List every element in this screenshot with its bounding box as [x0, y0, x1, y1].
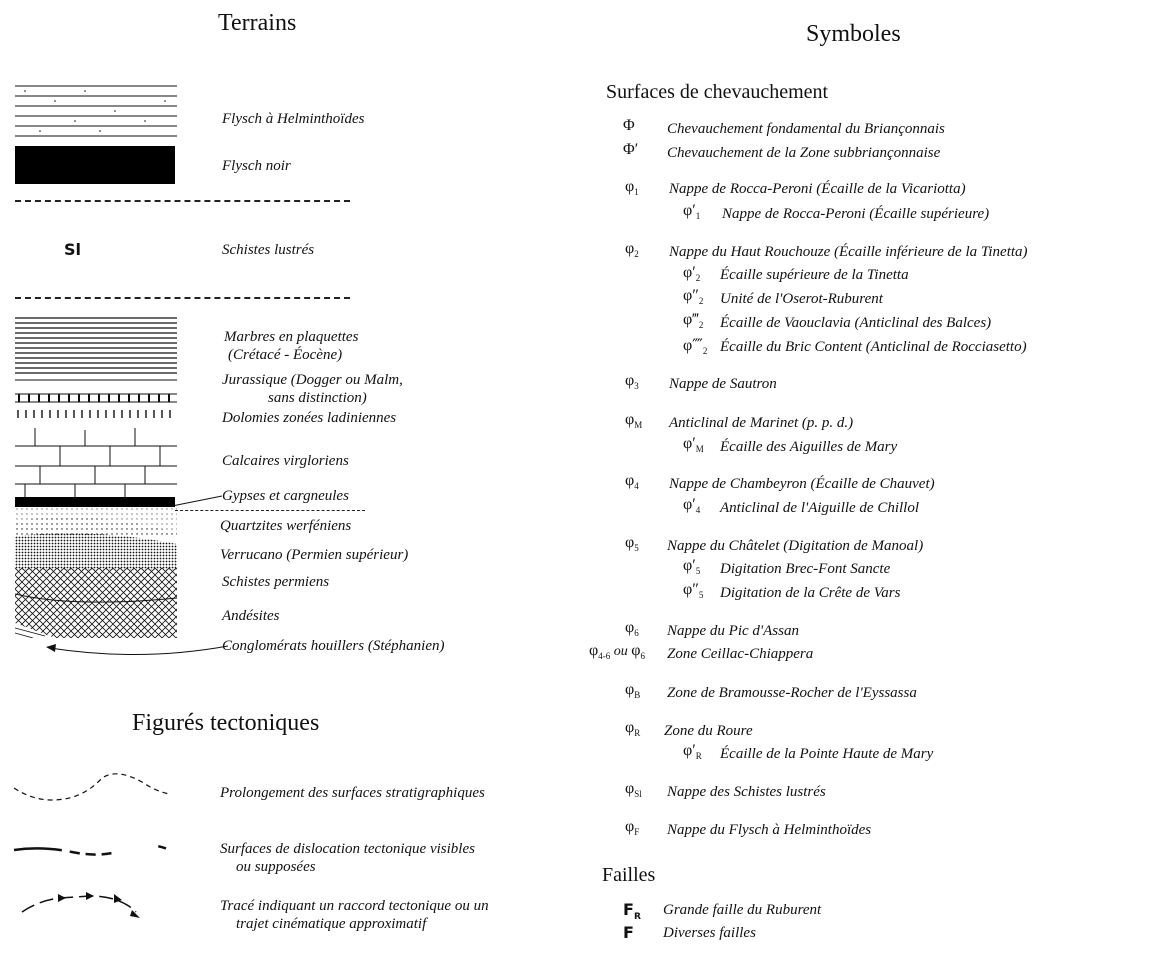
- terrain-label: Flysch à Helminthoïdes: [222, 111, 365, 127]
- symbol-phi: $\varphi_2$: [625, 240, 639, 260]
- symbol-label: Digitation Brec-Font Sancte: [720, 561, 891, 577]
- symbol-phi: $\varphi‴_2$: [683, 311, 704, 331]
- separator-dashed: [15, 200, 350, 202]
- symbol-phi: $\varphi''_2$: [683, 287, 704, 307]
- terrain-label: Schistes permiens: [222, 574, 330, 590]
- symbol-phi: $\varphi'_R$: [683, 742, 702, 762]
- symbol-label: Unité de l'Oserot-Ruburent: [720, 291, 883, 307]
- figure-label: Tracé indiquant un raccord tectonique ou un: [220, 898, 489, 914]
- swatch-flysch-noir: [15, 146, 175, 184]
- separator-dashed: [15, 297, 350, 299]
- symbol-phi: $\varphi⁗_2$: [683, 337, 708, 357]
- figure-label: Surfaces de dislocation tectonique visibles: [220, 841, 475, 857]
- terrain-label: Dolomies zonées ladiniennes: [222, 410, 397, 426]
- dislocation-line-icon: [12, 836, 172, 866]
- swatch-calcaires: [15, 428, 177, 498]
- symbol-phi: $\varphi_4$: [625, 472, 639, 492]
- terrain-label: Schistes lustrés: [222, 242, 315, 258]
- symbol-label: Anticlinal de l'Aiguille de Chillol: [720, 500, 920, 516]
- terrains-title: Terrains: [218, 10, 297, 36]
- symbol-label: Écaille de Vaouclavia (Anticlinal des Balces): [720, 315, 992, 331]
- terrain-label: Marbres en plaquettes: [224, 329, 359, 345]
- symbol-label: Nappe du Haut Rouchouze (Écaille inférieure de la Tinetta): [669, 244, 1028, 260]
- swatch-jurassique: [15, 376, 177, 406]
- symbol-phi: $\varphi_5$: [625, 534, 639, 554]
- terrain-label: Conglomérats houillers (Stéphanien): [222, 638, 445, 654]
- swatch-dolomies: [15, 406, 177, 430]
- symbol-label: Diverses failles: [663, 925, 756, 941]
- symbol-phi: $\varphi_3$: [625, 372, 639, 392]
- symbol-label: Écaille de la Pointe Haute de Mary: [720, 746, 934, 762]
- symbol-sl: Sl: [64, 240, 82, 259]
- symbol-label: Nappe du Pic d'Assan: [667, 623, 799, 639]
- terrain-label: Andésites: [222, 608, 280, 624]
- arrow-conglomerats: [40, 636, 230, 666]
- symbol-label: Nappe des Schistes lustrés: [667, 784, 826, 800]
- symbol-phi: $\varphi'_M$: [683, 435, 704, 455]
- symbol-label: Nappe de Chambeyron (Écaille de Chauvet): [669, 476, 935, 492]
- symbol-label: Zone du Roure: [664, 723, 753, 739]
- symbol-phi: $\varphi_R$: [625, 719, 641, 739]
- symbol-label: Zone Ceillac-Chiappera: [667, 646, 814, 662]
- symbol-label: Nappe du Châtelet (Digitation de Manoal): [667, 538, 924, 554]
- terrain-label: Jurassique (Dogger ou Malm,: [222, 372, 403, 388]
- symbol-phi: $\varphi'_1$: [683, 202, 701, 222]
- symbol-phi: $\varphi'_2$: [683, 264, 701, 284]
- figure-label: Prolongement des surfaces stratigraphiques: [220, 785, 485, 801]
- leader-line: [170, 492, 230, 512]
- symbol-phi-range: $\varphi_{4-6}$ ou $\varphi_6$: [589, 642, 645, 662]
- symbol-phi: Φ′: [623, 141, 639, 158]
- terrain-label: Quartzites werféniens: [220, 518, 352, 534]
- symbol-label: Nappe de Sautron: [669, 376, 777, 392]
- swatch-flysch-helminthoides: [15, 84, 177, 146]
- terrain-label-2: (Crétacé - Éocène): [228, 347, 343, 363]
- swatch-gypses: [15, 497, 175, 507]
- symbol-phi: $\varphi'_4$: [683, 496, 701, 516]
- kinematic-arrow-icon: [20, 890, 150, 926]
- symbol-label: Nappe de Rocca-Peroni (Écaille supérieure): [722, 206, 990, 222]
- symbol-label: Digitation de la Crête de Vars: [720, 585, 901, 601]
- terrain-label: Verrucano (Permien supérieur): [220, 547, 409, 563]
- symbol-phi: $\varphi_{Sl}$: [625, 780, 642, 800]
- symbol-phi: $\varphi_1$: [625, 178, 639, 198]
- symbol-label: Chevauchement fondamental du Briançonnais: [667, 121, 945, 137]
- dashed-wave-icon: [12, 770, 172, 806]
- terrain-label: Gypses et cargneules: [222, 488, 349, 504]
- symbol-phi: $\varphi_F$: [625, 818, 640, 838]
- separator-dashed: [175, 510, 365, 511]
- symbol-label: Écaille supérieure de la Tinetta: [720, 267, 909, 283]
- symbol-label: Anticlinal de Marinet (p. p. d.): [669, 415, 854, 431]
- chevauchement-title: Surfaces de chevauchement: [606, 81, 829, 103]
- terrain-label-2: sans distinction): [268, 390, 367, 406]
- symbol-label: Grande faille du Ruburent: [663, 902, 822, 918]
- symboles-title: Symboles: [806, 21, 901, 47]
- failles-title: Failles: [602, 864, 656, 886]
- symbol-fault: F: [623, 923, 634, 942]
- symbol-label: Nappe du Flysch à Helminthoïdes: [667, 822, 872, 838]
- swatch-marbres: [15, 316, 177, 376]
- swatch-schistes-andesites: [15, 568, 177, 638]
- symbol-phi: $\varphi''_5$: [683, 581, 704, 601]
- symbol-phi: Φ: [623, 117, 635, 134]
- symbol-phi: $\varphi'_5$: [683, 557, 701, 577]
- terrain-label: Calcaires virgloriens: [222, 453, 349, 469]
- symbol-label: Écaille du Bric Content (Anticlinal de Rocciasetto): [720, 339, 1027, 355]
- swatch-verrucano: [15, 530, 177, 570]
- symbol-fault: $F_R$: [623, 900, 641, 923]
- symbol-phi: $\varphi_6$: [625, 619, 639, 639]
- terrain-label: Flysch noir: [222, 158, 291, 174]
- symbol-phi: $\varphi_B$: [625, 681, 641, 701]
- symbol-label: Chevauchement de la Zone subbriançonnaise: [667, 145, 941, 161]
- symbol-label: Zone de Bramousse-Rocher de l'Eyssassa: [667, 685, 917, 701]
- symbol-phi: $\varphi_M$: [625, 411, 643, 431]
- figures-title: Figurés tectoniques: [132, 710, 320, 736]
- figure-label-2: trajet cinématique approximatif: [236, 916, 427, 932]
- figure-label-2: ou supposées: [236, 859, 316, 875]
- symbol-label: Écaille des Aiguilles de Mary: [720, 439, 898, 455]
- symbol-label: Nappe de Rocca-Peroni (Écaille de la Vicariotta): [669, 181, 966, 197]
